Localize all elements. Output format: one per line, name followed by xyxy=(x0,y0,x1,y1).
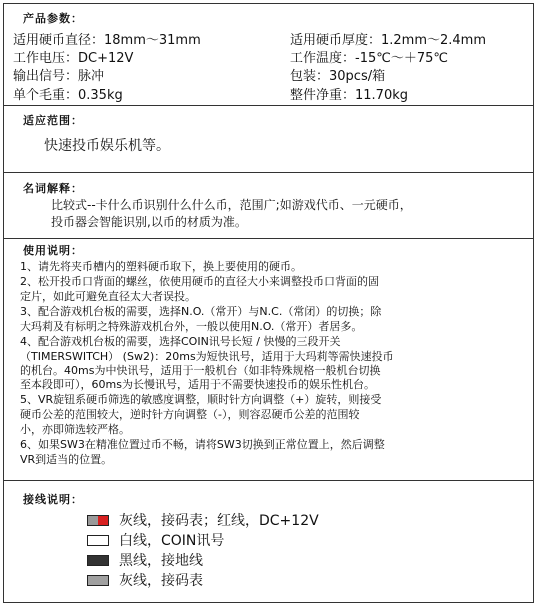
spec-coin-thickness: 适用硬币厚度：1.2mm～2.4mm xyxy=(290,33,487,48)
usage-line: 6、如果SW3在精准位置过币不畅，请将SW3切换到正常位置上，然后调整 xyxy=(20,438,385,451)
usage-line: 小，亦即筛选较严格。 xyxy=(20,423,130,436)
spec-temperature: 工作温度：-15℃～＋75℃ xyxy=(290,51,448,66)
glossary-line: 比较式--卡什么币识别什么什么币，范围广;如游戏代币、一元硬币， xyxy=(51,198,412,212)
gray-wire-color xyxy=(88,516,98,525)
spec-net-weight: 整件净重：11.70kg xyxy=(290,88,408,103)
spec-packaging: 包装：30pcs/箱 xyxy=(290,69,386,84)
wire-label: 白线，COIN讯号 xyxy=(119,533,225,549)
usage-header: 使用说明： xyxy=(23,244,83,257)
divider xyxy=(4,480,533,481)
usage-line: 硬币公差的范围较大，逆时针方向调整（-），则容忍硬币公差的范围较 xyxy=(20,408,360,421)
divider xyxy=(4,238,533,239)
gray-wire-swatch-icon xyxy=(87,575,109,586)
usage-line: 3、配合游戏机台板的需要，选择N.O.（常开）与N.C.（常闭）的切换；除 xyxy=(20,305,382,318)
usage-line: VR到适当的位置。 xyxy=(20,453,113,466)
wire-item-black xyxy=(87,551,203,569)
usage-line: 4、配合游戏机台板的需要，选择COIN讯号长短 / 快慢的三段开关 xyxy=(20,335,341,348)
gray-red-wire-swatch-icon xyxy=(87,515,109,526)
wire-item-white xyxy=(87,531,224,549)
white-wire-swatch-icon xyxy=(87,535,109,546)
glossary-line: 投币器会智能识别,以币的材质为准。 xyxy=(51,215,247,229)
spec-gross-weight: 单个毛重：0.35kg xyxy=(13,88,123,103)
spec-sheet xyxy=(3,3,534,603)
scope-header: 适应范围： xyxy=(23,114,83,127)
scope-text: 快速投币娱乐机等。 xyxy=(44,138,170,154)
specs-header: 产品参数： xyxy=(23,12,83,25)
usage-line: 5、VR旋钮系硬币筛选的敏感度调整，顺时针方向调整（+）旋转，则接受 xyxy=(20,393,382,406)
spec-coin-diameter: 适用硬币直径：18mm～31mm xyxy=(13,33,201,48)
usage-line: 1、请先将夹币槽内的塑料硬币取下，换上要使用的硬币。 xyxy=(20,260,302,273)
usage-line: 至本段即可），60ms为长慢讯号，适用于不需要快速投币的娱乐性机台。 xyxy=(20,378,375,391)
spec-output-signal: 输出信号：脉冲 xyxy=(13,69,105,84)
wire-label: 灰线，接码表 xyxy=(119,573,203,589)
usage-line: 大玛莉及有标明之特殊游戏机台外，一般以使用N.O.（常开）者居多。 xyxy=(20,320,363,333)
wire-label: 黑线，接地线 xyxy=(119,553,203,569)
spec-voltage: 工作电压：DC+12V xyxy=(13,51,134,66)
wire-label: 灰线，接码表；红线，DC+12V xyxy=(119,513,319,529)
wire-item-gray-red xyxy=(87,511,319,529)
wire-item-gray xyxy=(87,571,203,589)
wiring-header: 接线说明： xyxy=(23,493,83,506)
divider xyxy=(4,105,533,106)
red-wire-color xyxy=(98,516,108,525)
black-wire-swatch-icon xyxy=(87,555,109,566)
usage-line: （TIMERSWITCH） (Sw2)：20ms为短快讯号，适用于大玛莉等需快速投币 xyxy=(20,350,394,363)
usage-line: 2、松开投币口背面的螺丝，依使用硬币的直径大小来调整投币口背面的固 xyxy=(20,275,379,288)
glossary-header: 名词解释： xyxy=(23,182,83,195)
usage-line: 定片，如此可避免直径太大者误投。 xyxy=(20,290,196,303)
divider xyxy=(4,172,533,173)
usage-line: 的机台。40ms为中快讯号，适用于一般机台（如非特殊规格一般机台切换 xyxy=(20,364,381,377)
